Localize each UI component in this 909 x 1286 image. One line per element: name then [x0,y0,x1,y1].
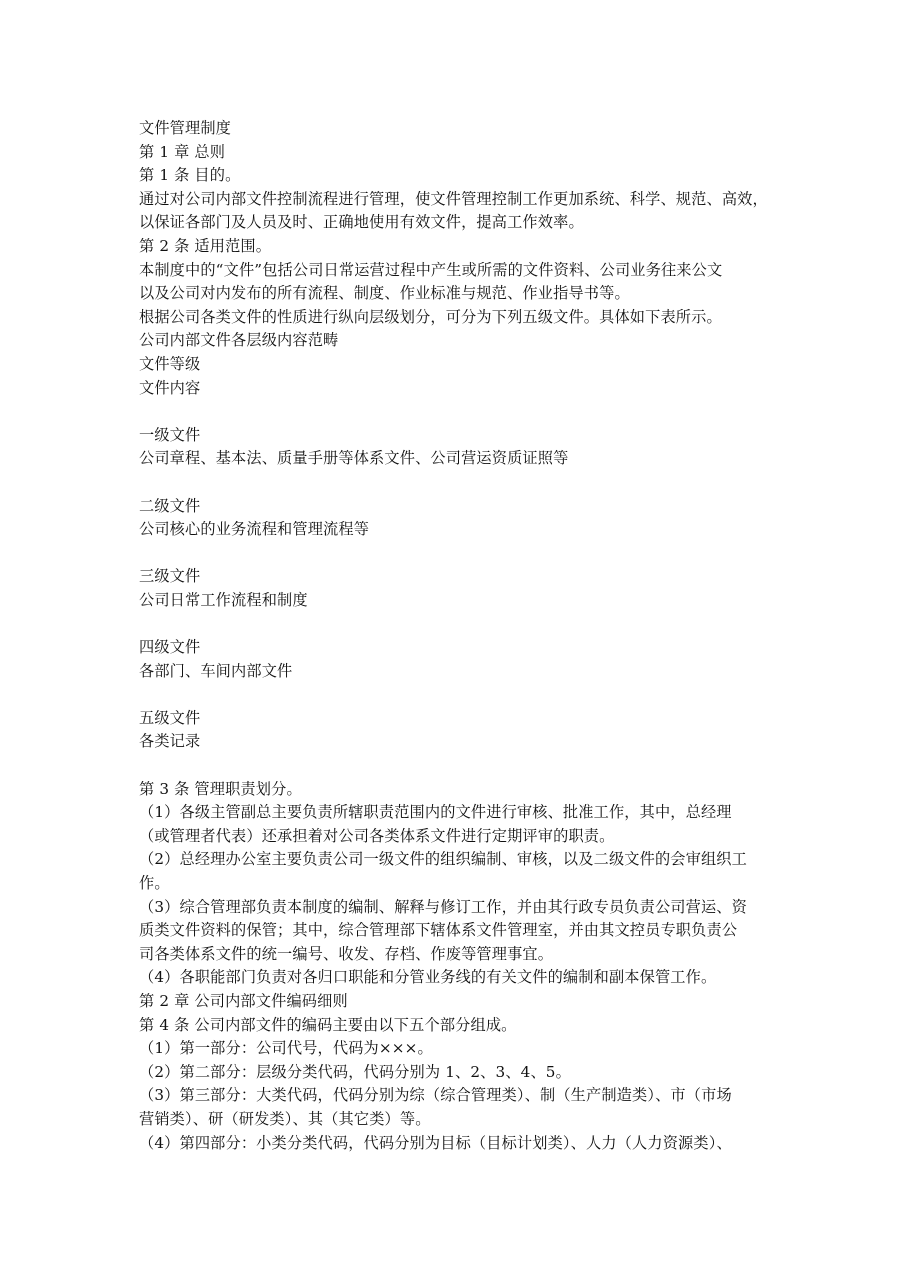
table-header-level: 文件等级 [139,354,201,373]
spacer [139,400,779,424]
article-4-line: （2）第二部分：层级分类代码，代码分别为 1、2、3、4、5。 [139,1062,571,1081]
table-row-content: 各类记录 [139,732,201,751]
table-header-content: 文件内容 [139,378,201,397]
article-3-line: 质类文件资料的保管；其中，综合管理部下辖体系文件管理室，并由其文控员专职负责公 [139,921,738,940]
article-2-line: 本制度中的“文件”包括公司日常运营过程中产生或所需的文件资料、公司业务往来公文 [139,260,723,279]
table-row-content: 各部门、车间内部文件 [139,661,293,680]
spacer [139,542,779,566]
document-title: 文件管理制度 [139,119,232,137]
chapter-2-heading: 第 2 章 公司内部文件编码细则 [139,991,348,1010]
table-row-level: 一级文件 [139,425,201,444]
table-row-content: 公司日常工作流程和制度 [139,590,308,609]
table-row-content: 公司章程、基本法、质量手册等体系文件、公司营运资质证照等 [139,449,569,468]
article-4-line: （3）第三部分：大类代码，代码分别为综（综合管理类）、制（生产制造类）、市（市场 [139,1086,732,1105]
article-1-line: 通过对公司内部文件控制流程进行管理，使文件管理控制工作更加系统、科学、规范、高效， [139,189,768,208]
spacer [139,612,779,636]
article-3-line: （4）各职能部门负责对各归口职能和分管业务线的有关文件的编制和副本保管工作。 [139,968,717,987]
article-3-heading: 第 3 条 管理职责划分。 [139,779,302,798]
spacer [139,754,779,778]
table-row-level: 五级文件 [139,708,201,727]
spacer [139,471,779,495]
article-4-line: 营销类）、研（研发类）、其（其它类）等。 [139,1109,431,1128]
article-1-heading: 第 1 条 目的。 [139,166,241,185]
article-3-line: （2）总经理办公室主要负责公司一级文件的组织编制、审核，以及二级文件的会审组织工 [139,850,747,869]
article-2-line: 根据公司各类文件的性质进行纵向层级划分，可分为下列五级文件。具体如下表所示。 [139,307,722,326]
table-row-level: 二级文件 [139,496,201,515]
article-2-heading: 第 2 条 适用范围。 [139,236,272,255]
table-caption: 公司内部文件各层级内容范畴 [139,331,339,350]
article-3-line: 作。 [139,874,170,892]
table-row-level: 三级文件 [139,567,201,586]
article-3-line: （3）综合管理部负责本制度的编制、解释与修订工作，并由其行政专员负责公司营运、资 [139,897,747,916]
article-3-line: （1）各级主管副总主要负责所辖职责范围内的文件进行审核、批准工作，其中，总经理 [139,803,732,822]
article-3-line: （或管理者代表）还承担着对公司各类体系文件进行定期评审的职责。 [139,826,615,845]
article-1-line: 以保证各部门及人员及时、正确地使用有效文件，提高工作效率。 [139,213,584,232]
table-row-content: 公司核心的业务流程和管理流程等 [139,520,370,539]
document-body [139,117,779,1155]
article-4-heading: 第 4 条 公司内部文件的编码主要由以下五个部分组成。 [139,1015,517,1034]
article-4-line: （4）第四部分：小类分类代码，代码分别为目标（目标计划类）、人力（人力资源类）、 [139,1133,732,1152]
article-2-line: 以及公司对内发布的所有流程、制度、作业标准与规范、作业指导书等。 [139,284,630,303]
article-3-line: 司各类体系文件的统一编号、收发、存档、作废等管理事宜。 [139,944,554,963]
spacer [139,683,779,707]
table-row-level: 四级文件 [139,638,201,657]
chapter-1-heading: 第 1 章 总则 [139,142,226,161]
article-4-line: （1）第一部分：公司代号，代码为×××。 [139,1039,433,1058]
